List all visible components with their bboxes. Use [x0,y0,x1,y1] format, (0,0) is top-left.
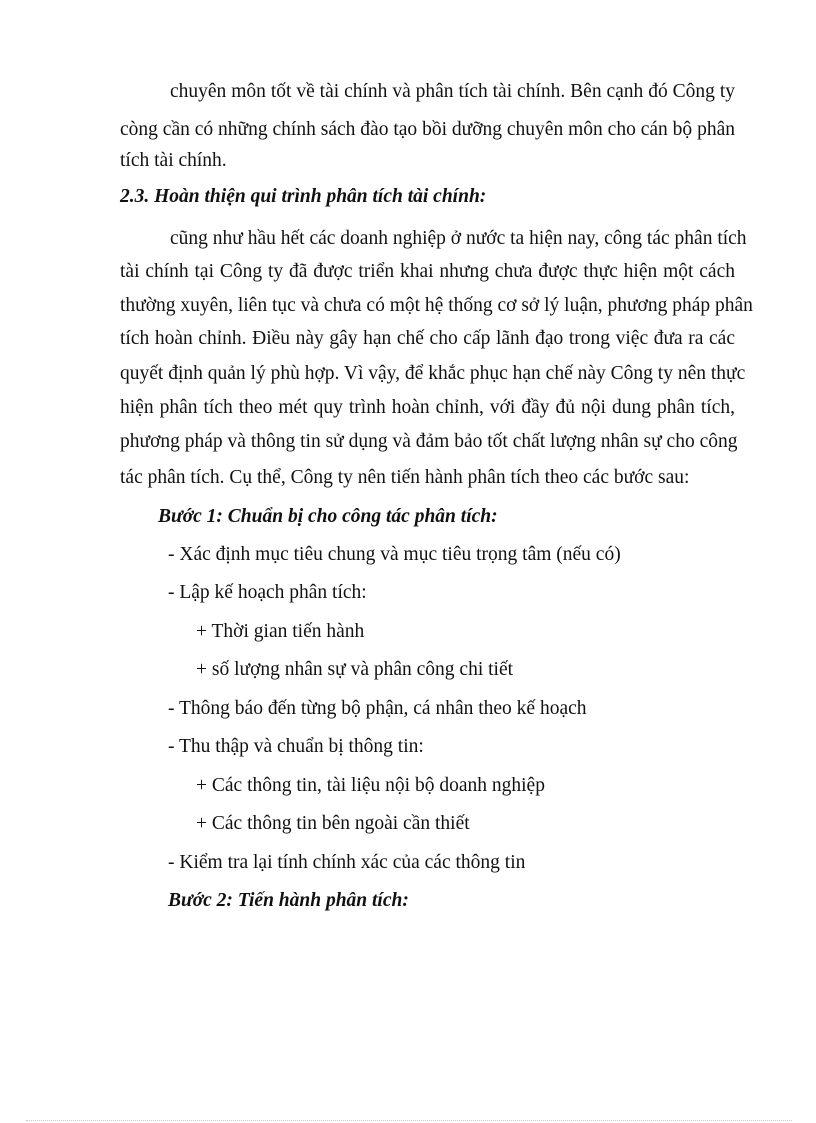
step1-item: - Thông báo đến từng bộ phận, cá nhân theo kế hoạch [168,698,587,719]
main-line-5: quyết định quản lý phù hợp. Vì vậy, để khắc phục hạn chế này Công ty nên thực [120,363,746,384]
step1-item: - Xác định mục tiêu chung và mục tiêu trọng tâm (nếu có) [168,544,621,565]
main-line-6: hiện phân tích theo mét quy trình hoàn chỉnh, với đầy đủ nội dung phân tích, [120,397,735,418]
main-line-4: tích hoàn chỉnh. Điều này gây hạn chế cho cấp lãnh đạo trong việc đưa ra các [120,328,735,349]
main-line-8: tác phân tích. Cụ thể, Công ty nên tiến hành phân tích theo các bước sau: [120,467,690,488]
step1-subitem: + Các thông tin bên ngoài cần thiết [196,813,470,834]
main-line-1: cũng như hầu hết các doanh nghiệp ở nước ta hiện nay, công tác phân tích [170,228,747,249]
step1-item: - Lập kế hoạch phân tích: [168,582,367,603]
main-line-7: phương pháp và thông tin sử dụng và đảm bảo tốt chất lượng nhân sự cho công [120,431,738,452]
intro-line-3: tích tài chính. [120,150,227,171]
step1-item: - Kiểm tra lại tính chính xác của các thông tin [168,852,526,873]
step1-subitem: + số lượng nhân sự và phân công chi tiết [196,659,514,680]
step1-heading: Bước 1: Chuẩn bị cho công tác phân tích: [158,506,498,527]
step2-heading: Bước 2: Tiến hành phân tích: [168,890,409,911]
main-line-3: thường xuyên, liên tục và chưa có một hệ thống cơ sở lý luận, phương pháp phân [120,295,753,316]
page-bottom-divider [26,1120,792,1121]
main-line-2: tài chính tại Công ty đã được triển khai nhưng chưa được thực hiện một cách [120,261,735,282]
step1-subitem: + Các thông tin, tài liệu nội bộ doanh nghiệp [196,775,545,796]
step1-item: - Thu thập và chuẩn bị thông tin: [168,736,424,757]
section-heading: 2.3. Hoàn thiện qui trình phân tích tài chính: [120,186,487,207]
step1-subitem: + Thời gian tiến hành [196,621,365,642]
intro-line-2: còng cần có những chính sách đào tạo bồi dưỡng chuyên môn cho cán bộ phân [120,119,735,140]
intro-line-1: chuyên môn tốt về tài chính và phân tích tài chính. Bên cạnh đó Công ty [170,81,735,102]
